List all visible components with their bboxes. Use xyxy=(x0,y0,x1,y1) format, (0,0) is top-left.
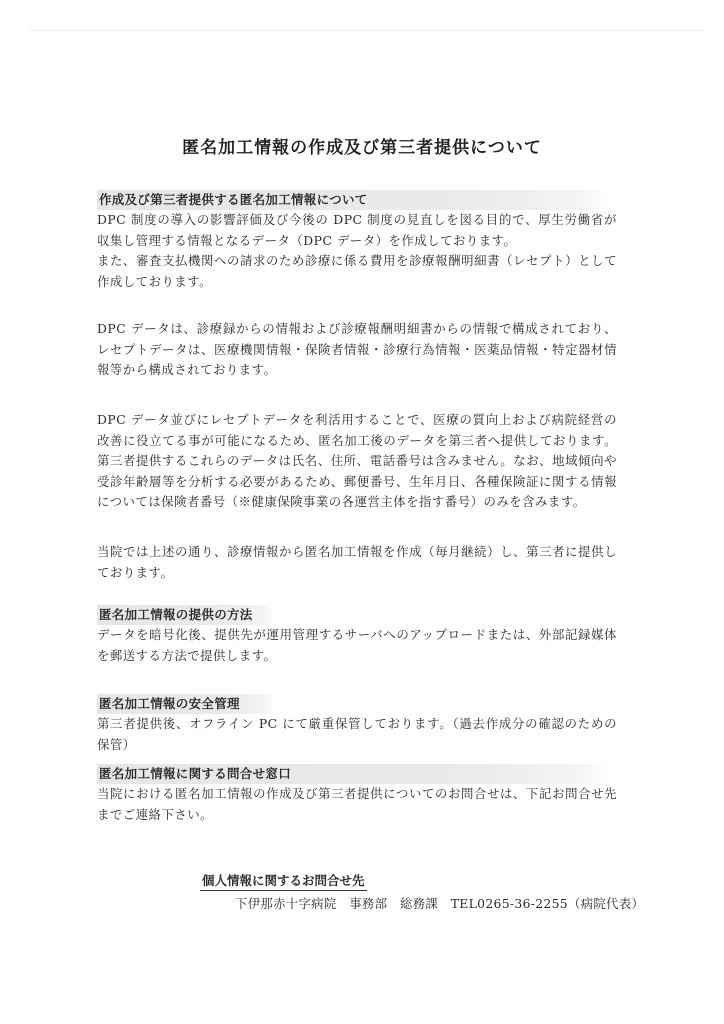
section-provision-method xyxy=(97,605,617,666)
section-heading: 匿名加工情報に関する問合せ窓口 xyxy=(97,764,609,784)
paragraph: 第三者提供後、オフライン PC にて厳重保管しております。（過去作成分の確認のための保管） xyxy=(97,716,617,752)
contact-detail: 下伊那赤十字病院 事務部 総務課 TEL0265-36-2255（病院代表） xyxy=(235,896,645,911)
section-heading: 匿名加工情報の安全管理 xyxy=(97,694,274,714)
section-security-management xyxy=(97,694,617,755)
section-paragraph-block xyxy=(97,410,617,513)
contact-info xyxy=(200,870,645,911)
section-anonymized-data xyxy=(97,190,617,292)
paragraph: 当院では上述の通り、診療情報から匿名加工情報を作成（毎月継続）し、第三者に提供しております。 xyxy=(97,544,617,580)
section-heading: 匿名加工情報の提供の方法 xyxy=(97,605,274,625)
paragraph: また、審査支払機関への請求のため診療に係る費用を診療報酬明細書（レセプト）として作成しております。 xyxy=(97,253,617,289)
paragraph: DPC 制度の導入の影響評価及び今後の DPC 制度の見直しを図る目的で、厚生労働省が収集し管理する情報となるデータ（DPC データ）を作成しております。 xyxy=(97,212,617,248)
section-heading: 作成及び第三者提供する匿名加工情報について xyxy=(97,190,609,210)
paragraph: 当院における匿名加工情報の作成及び第三者提供についてのお問合せは、下記お問合せ先までご連絡下さい。 xyxy=(97,786,617,822)
paragraph: データを暗号化後、提供先が運用管理するサーバへのアップロードまたは、外部記録媒体を郵送する方法で提供します。 xyxy=(97,627,617,663)
section-paragraph-block xyxy=(97,542,617,583)
paragraph: DPC データは、診療録からの情報および診療報酬明細書からの情報で構成されており、レセプトデータは、医療機関情報・保険者情報・診療行為情報・医薬品情報・特定器材情報等から構成されております。 xyxy=(97,321,617,378)
document-title: 匿名加工情報の作成及び第三者提供について xyxy=(182,138,542,158)
contact-heading: 個人情報に関するお問合せ先 xyxy=(200,872,367,891)
top-rule xyxy=(30,30,704,31)
section-paragraph-block xyxy=(97,319,617,381)
paragraph: DPC データ並びにレセプトデータを利活用することで、医療の質向上および病院経営の改善に役立てる事が可能になるため、匿名加工後のデータを第三者へ提供しております。第三者提供するこれらのデータは氏名、住所、電話番号は含みません。なお、地域傾向や受診年齢層等を分析する必要があるため、郵便番号、生年月日、各種保険証に関する情報については保険者番号（※健康保険事業の各運営主体を指す番号）のみを含みます。 xyxy=(97,412,617,510)
section-inquiry-contact xyxy=(97,764,617,825)
